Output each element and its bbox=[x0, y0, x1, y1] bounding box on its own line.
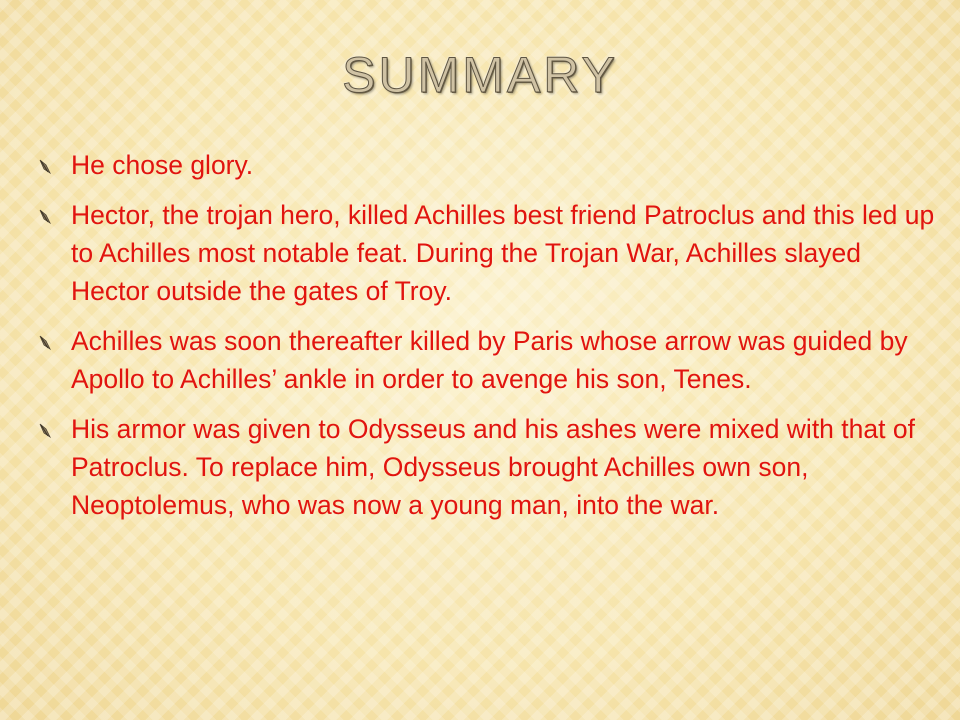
bullet-text: His armor was given to Odysseus and his ashes were mixed with that of Patroclus. To replace him, Odysseus brought Achilles own son, Neoptolemus, who was now a young man, into the war. bbox=[71, 414, 915, 520]
bullet-text: Hector, the trojan hero, killed Achilles best friend Patroclus and this led up to Achilles most notable feat. During the Trojan War, Achilles slayed Hector outside the gates of Troy. bbox=[71, 200, 935, 306]
feather-bullet-icon bbox=[38, 335, 52, 351]
bullet-item bbox=[38, 322, 938, 398]
slide-title: SUMMARY bbox=[342, 47, 618, 103]
feather-bullet-icon bbox=[38, 209, 52, 225]
bullet-text: Achilles was soon thereafter killed by Paris whose arrow was guided by Apollo to Achilles’ ankle in order to avenge his son, Tenes. bbox=[71, 326, 908, 394]
bullet-item bbox=[38, 410, 938, 524]
feather-bullet-icon bbox=[38, 159, 52, 175]
bullet-item bbox=[38, 146, 938, 184]
bullet-item bbox=[38, 196, 938, 310]
feather-bullet-icon bbox=[38, 423, 52, 439]
bullet-list bbox=[38, 146, 938, 536]
bullet-text: He chose glory. bbox=[71, 150, 254, 180]
